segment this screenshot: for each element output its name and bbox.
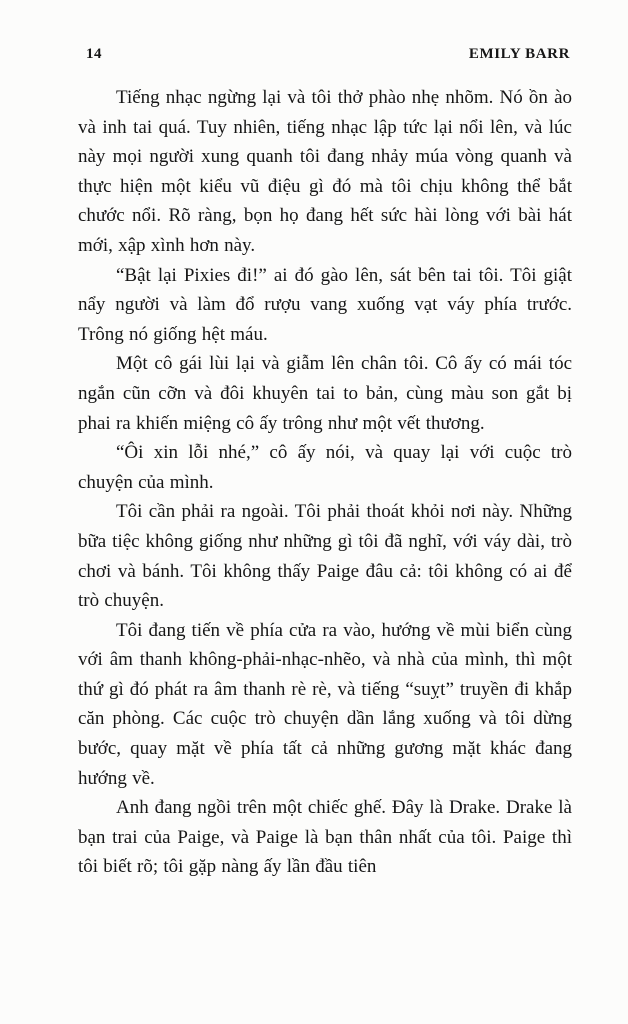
- paragraph-5: Tôi cần phải ra ngoài. Tôi phải thoát khỏi nơi này. Những bữa tiệc không giống như những gì tôi đã nghĩ, với váy dài, trò chơi và bánh. Tôi không thấy Paige đâu cả: tôi không có ai để trò chuyện.: [78, 501, 572, 612]
- paragraph-7: Anh đang ngồi trên một chiếc ghế. Đây là Drake. Drake là bạn trai của Paige, và Paige là bạn thân nhất của tôi. Paige thì tôi biết rõ; tôi gặp nàng ấy lần đầu tiên: [78, 797, 572, 878]
- paragraph-3: Một cô gái lùi lại và giẫm lên chân tôi. Cô ấy có mái tóc ngắn cũn cỡn và đôi khuyên tai to bản, cùng màu son gắt bị phai ra khiến miệng cô ấy trông như một vết thương.: [78, 353, 572, 434]
- running-head-author: EMILY BARR: [468, 46, 570, 62]
- page-body: [78, 83, 572, 882]
- page-number: 14: [86, 46, 102, 62]
- paragraph-6: Tôi đang tiến về phía cửa ra vào, hướng về mùi biển cùng với âm thanh không-phải-nhạc-nhẽo, và nhà của mình, thì một thứ gì đó phát ra âm thanh rè rè, và tiếng “suỵt” truyền đi khắp căn phòng. Các cuộc trò chuyện dần lắng xuống và tôi dừng bước, quay mặt về phía tất cả những gương mặt khác đang hướng về.: [78, 619, 572, 789]
- paragraph-1: Tiếng nhạc ngừng lại và tôi thở phào nhẹ nhõm. Nó ồn ào và inh tai quá. Tuy nhiên, tiếng nhạc lập tức lại nổi lên, và lúc này mọi người xung quanh tôi đang nhảy múa vòng quanh và thực hiện một kiểu vũ điệu gì đó mà tôi chịu không thể bắt chước nổi. Rõ ràng, bọn họ đang hết sức hài lòng với bài hát mới, xập xình hơn này.: [78, 87, 572, 256]
- paragraph-2: “Bật lại Pixies đi!” ai đó gào lên, sát bên tai tôi. Tôi giật nẩy người và làm đổ rượu vang xuống vạt váy phía trước. Trông nó giống hệt máu.: [78, 264, 572, 345]
- running-head: [78, 46, 572, 63]
- paragraph-4: “Ôi xin lỗi nhé,” cô ấy nói, và quay lại với cuộc trò chuyện của mình.: [78, 442, 572, 493]
